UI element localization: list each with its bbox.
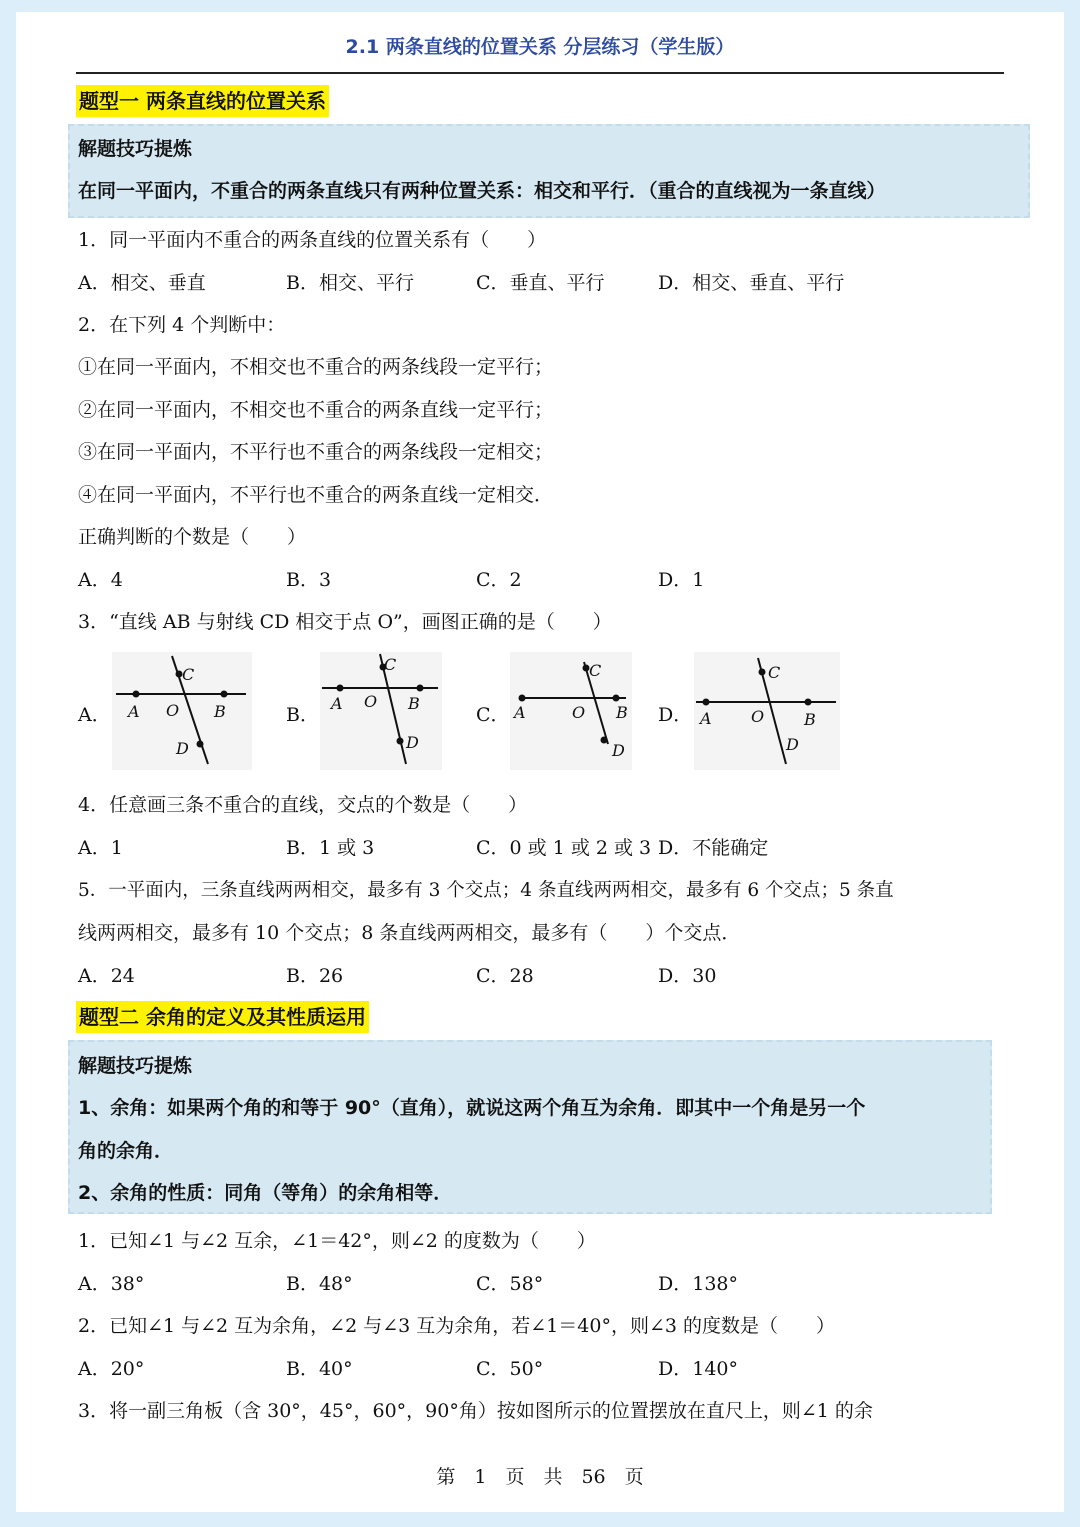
label-a: A [331,694,343,713]
s1q2-ask: 正确判断的个数是（ ） [78,526,307,548]
s1q1-option-b: B．相交、平行 [286,272,414,294]
point-b [613,695,620,702]
s1q4-option-d: D．不能确定 [658,837,769,859]
label-o: O [166,701,180,720]
s1q2-item-4: ④在同一平面内，不平行也不重合的两条直线一定相交． [78,484,554,506]
s1q2-option-b: B．3 [286,569,332,591]
s2q2-option-d: D．140° [658,1358,738,1380]
label-a: A [128,702,140,721]
label-d: D [612,741,625,760]
s1q2-stem: 2．在下列 4 个判断中： [78,314,286,336]
page-title: 2.1 两条直线的位置关系 分层练习（学生版） [345,36,735,58]
section2-heading-wrap [76,1001,369,1030]
section2-tip-line1: 1、余角：如果两个角的和等于 90°（直角），就说这两个角互为余角．即其中一个角是另一个 [78,1097,866,1119]
label-o: O [572,703,586,722]
label-d: D [176,739,189,758]
page-footer: 第 1 页 共 56 页 [436,1466,644,1488]
s1q1-option-d: D．相交、垂直、平行 [658,272,845,294]
s1q1-option-a: A．相交、垂直 [78,272,206,294]
s1q5-option-b: B．26 [286,965,344,987]
section2-tip-title: 解题技巧提炼 [78,1055,193,1077]
s1q5-line2: 线两两相交，最多有 10 个交点；8 条直线两两相交，最多有（ ）个交点． [78,922,741,944]
label-b: B [408,694,420,713]
s2q1-option-a: A．38° [78,1273,145,1295]
s1q5-option-d: D．30 [658,965,717,987]
point-b [417,685,424,692]
point-a [519,695,526,702]
s1q2-option-d: D．1 [658,569,705,591]
s1q3-figure-a [112,652,252,770]
point-a [703,699,710,706]
s1q5-line1: 5．一平面内，三条直线两两相交，最多有 3 个交点；4 条直线两两相交，最多有 6 个交点；5 条直 [78,880,894,901]
s2q1-stem: 1．已知∠1 与∠2 互余，∠1＝42°，则∠2 的度数为（ ） [78,1230,596,1252]
s2q1-option-c: C．58° [476,1273,544,1295]
point-a [337,685,344,692]
s2q2-option-a: A．20° [78,1358,145,1380]
point-b [805,699,812,706]
s1q3-option-c: C． [476,704,510,726]
point-a [133,691,140,698]
s1q4-option-a: A．1 [78,837,123,859]
label-d: D [406,733,419,752]
s1q1-option-c: C．垂直、平行 [476,272,605,294]
title-underline [76,72,1004,74]
label-b: B [214,702,226,721]
s1q3-figure-b [320,652,442,770]
point-d [197,741,204,748]
point-b [221,691,228,698]
s1q3-option-d: D． [658,704,693,726]
label-c: C [182,665,195,684]
s2q1-option-d: D．138° [658,1273,738,1295]
s1q2-option-c: C．2 [476,569,522,591]
s1q2-option-a: A．4 [78,569,123,591]
s2q2-option-b: B．40° [286,1358,353,1380]
label-o: O [364,692,378,711]
section2-tip-line2: 角的余角． [78,1140,174,1162]
label-c: C [384,655,397,674]
s1q3-option-a: A． [78,704,111,726]
s1q2-item-2: ②在同一平面内，不相交也不重合的两条直线一定平行； [78,399,554,421]
section1-heading: 题型一 两条直线的位置关系 [76,85,329,117]
s1q1-stem: 1．同一平面内不重合的两条直线的位置关系有（ ） [78,229,547,251]
s1q5-option-a: A．24 [78,965,135,987]
label-c: C [768,663,781,682]
s1q3-stem: 3．“直线 AB 与射线 CD 相交于点 O”，画图正确的是（ ） [78,611,612,633]
s2q2-option-c: C．50° [476,1358,544,1380]
label-c: C [589,661,602,680]
s1q4-option-b: B．1 或 3 [286,837,375,859]
section2-tip-line3: 2、余角的性质：同角（等角）的余角相等． [78,1182,453,1204]
s1q4-stem: 4．任意画三条不重合的直线，交点的个数是（ ） [78,794,528,816]
figure-background [694,652,840,770]
s2q3-stem: 3．将一副三角板（含 30°，45°，60°，90°角）按如图所示的位置摆放在直尺上，则∠1 的余 [78,1400,873,1422]
point-d [397,738,404,745]
s1q3-figure-c [510,652,632,770]
section1-tip-line1: 在同一平面内，不重合的两条直线只有两种位置关系：相交和平行．（重合的直线视为一条直线） [78,180,886,202]
point-d [601,737,608,744]
label-a: A [514,703,526,722]
label-b: B [804,710,816,729]
section1-heading-wrap [76,85,329,114]
s2q1-option-b: B．48° [286,1273,353,1295]
section1-tip-title: 解题技巧提炼 [78,138,193,160]
s1q3-figure-d [694,652,840,770]
label-d: D [786,735,799,754]
label-b: B [616,703,628,722]
point-c [759,669,766,676]
section1-tip-box [68,124,1030,218]
s1q5-option-c: C．28 [476,965,534,987]
label-a: A [700,709,712,728]
s2q2-stem: 2．已知∠1 与∠2 互为余角，∠2 与∠3 互为余角，若∠1＝40°，则∠3 的度数是（ ） [78,1315,836,1337]
s1q2-item-3: ③在同一平面内，不平行也不重合的两条线段一定相交； [78,441,554,463]
s1q4-option-c: C．0 或 1 或 2 或 3 [476,837,652,859]
label-o: O [751,707,765,726]
s1q3-option-b: B． [286,704,319,726]
s1q2-item-1: ①在同一平面内，不相交也不重合的两条线段一定平行； [78,356,554,378]
section2-heading: 题型二 余角的定义及其性质运用 [76,1001,369,1033]
